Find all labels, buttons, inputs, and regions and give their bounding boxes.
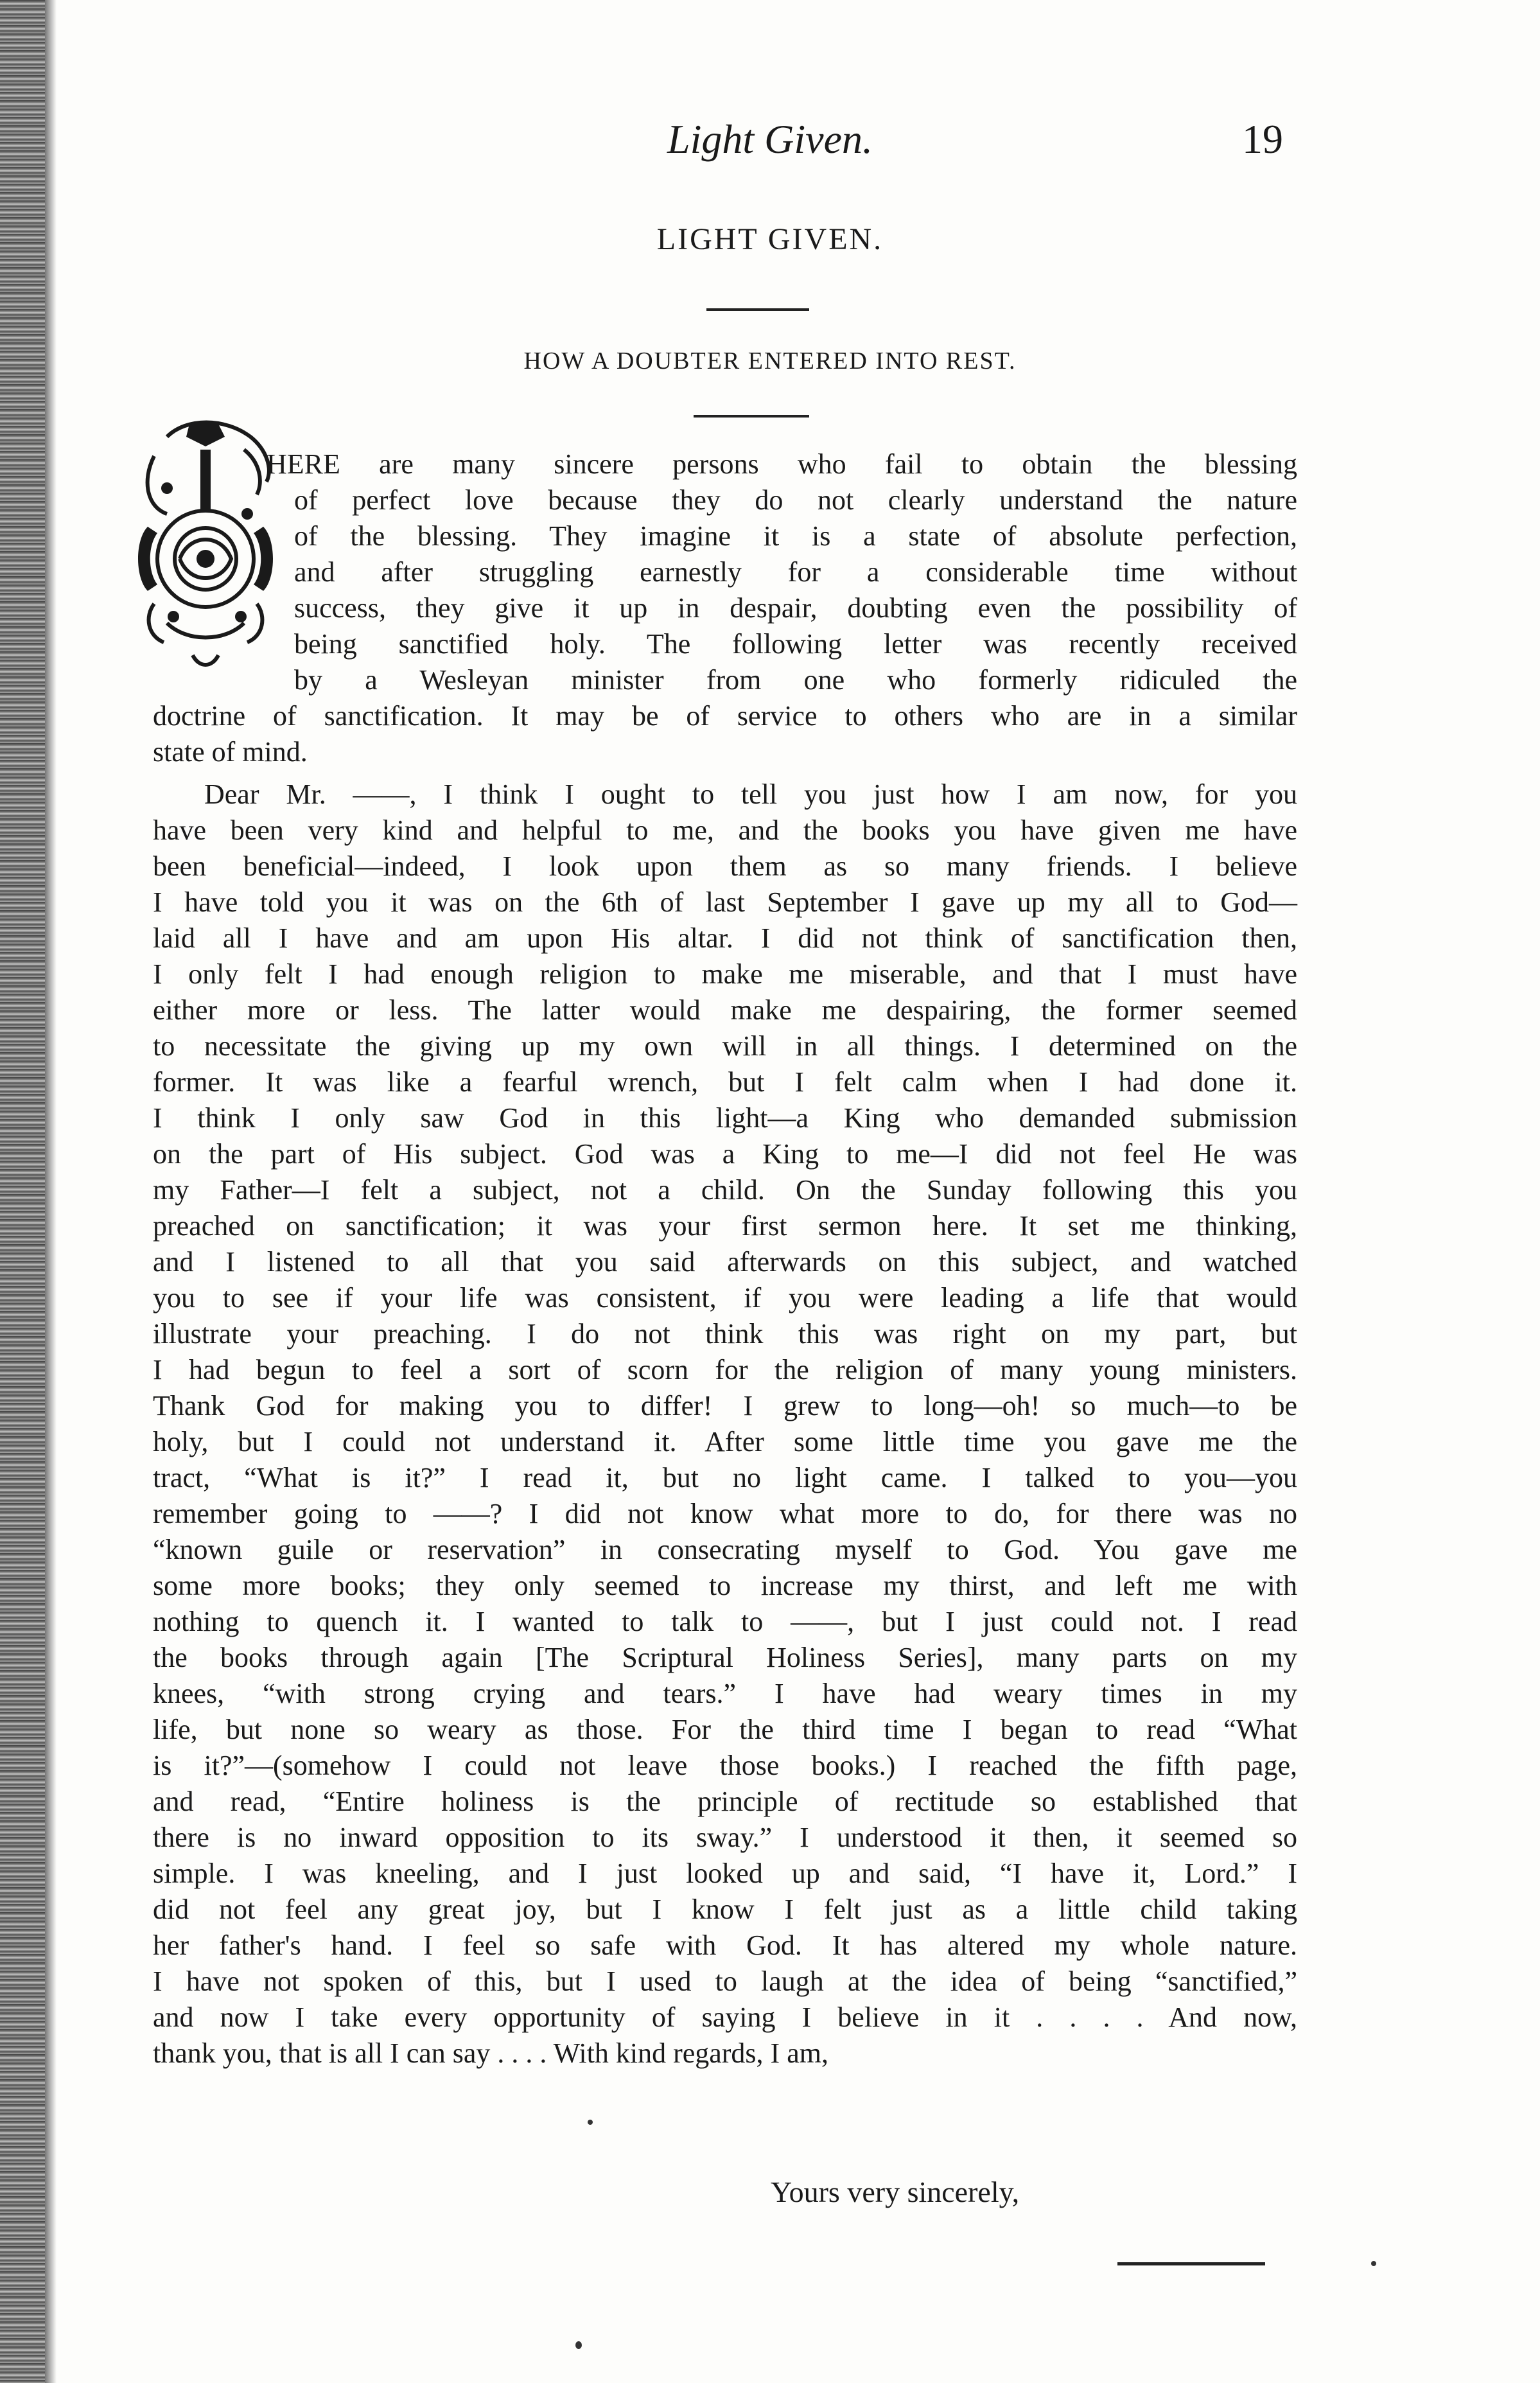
signature-rule	[1117, 2262, 1265, 2265]
letter-line: remember going to ——? I did not know what more to do, for there was no	[153, 1498, 1297, 1529]
letter-line: Dear Mr. ——, I think I ought to tell you just how I am now, for you	[204, 778, 1297, 810]
letter-line: tract, “What is it?” I read it, but no light came. I talked to you—you	[153, 1462, 1297, 1493]
page-number: 19	[1242, 116, 1283, 162]
letter-line: and now I take every opportunity of saying I believe in it . . . . And now,	[153, 2001, 1297, 2033]
letter-line: former. It was like a fearful wrench, but I felt calm when I had done it.	[153, 1066, 1297, 1098]
letter-line: Thank God for making you to differ! I grew to long—oh! so much—to be	[153, 1390, 1297, 1421]
letter-line: holy, but I could not understand it. After some little time you gave me the	[153, 1426, 1297, 1457]
letter-line: preached on sanctification; it was your first sermon here. It set me thinking,	[153, 1210, 1297, 1242]
ink-speck	[1371, 2261, 1376, 2266]
letter-line: to necessitate the giving up my own will in all things. I determined on the	[153, 1030, 1297, 1062]
text-line: HERE are many sincere persons who fail to obtain the blessing	[267, 448, 1297, 480]
text-line: success, they give it up in despair, doubting even the possibility of	[294, 592, 1297, 624]
letter-line: knees, “with strong crying and tears.” I have had weary times in my	[153, 1678, 1297, 1709]
letter-line: my Father—I felt a subject, not a child. On the Sunday following this you	[153, 1174, 1297, 1206]
text-line: doctrine of sanctification. It may be of service to others who are in a similar	[153, 700, 1297, 732]
letter-line: did not feel any great joy, but I know I felt just as a little child taking	[153, 1894, 1297, 1925]
letter-line: laid all I have and am upon His altar. I did not think of sanctification then,	[153, 922, 1297, 954]
letter-line: you to see if your life was consistent, if you were leading a life that would	[153, 1282, 1297, 1314]
text-line: and after struggling earnestly for a considerable time without	[294, 556, 1297, 588]
letter-line: is it?”—(somehow I could not leave those books.) I reached the fifth page,	[153, 1750, 1297, 1781]
running-title: Light Given.	[667, 116, 873, 162]
text-line: by a Wesleyan minister from one who formerly ridiculed the	[294, 664, 1297, 696]
letter-line: I have not spoken of this, but I used to laugh at the idea of being “sanctified,”	[153, 1965, 1297, 1997]
letter-line: nothing to quench it. I wanted to talk to ——, but I just could not. I read	[153, 1606, 1297, 1637]
letter-line: her father's hand. I feel so safe with God. It has altered my whole nature.	[153, 1930, 1297, 1961]
ink-speck	[575, 2341, 582, 2349]
text-line: of perfect love because they do not clearly understand the nature	[294, 484, 1297, 516]
letter-line: I only felt I had enough religion to make me miserable, and that I must have	[153, 958, 1297, 990]
letter-line: simple. I was kneeling, and I just looked up and said, “I have it, Lord.” I	[153, 1858, 1297, 1889]
letter-line: thank you, that is all I can say . . . . With kind regards, I am,	[153, 2037, 828, 2069]
letter-line: either more or less. The latter would make me despairing, the former seemed	[153, 994, 1297, 1026]
article-title: LIGHT GIVEN.	[656, 222, 884, 256]
letter-line: illustrate your preaching. I do not think this was right on my part, but	[153, 1318, 1297, 1350]
ink-speck	[588, 2120, 593, 2125]
letter-line: been beneficial—indeed, I look upon them as so many friends. I believe	[153, 850, 1297, 882]
letter-line: I have told you it was on the 6th of last September I gave up my all to God—	[153, 886, 1297, 918]
letter-line: I think I only saw God in this light—a King who demanded submission	[153, 1102, 1297, 1134]
letter-line: I had begun to feel a sort of scorn for the religion of many young ministers.	[153, 1354, 1297, 1385]
text-line: state of mind.	[153, 736, 308, 768]
letter-line: some more books; they only seemed to increase my thirst, and left me with	[153, 1570, 1297, 1601]
letter-line: and read, “Entire holiness is the principle of rectitude so established that	[153, 1786, 1297, 1817]
letter-line: the books through again [The Scriptural Holiness Series], many parts on my	[153, 1642, 1297, 1673]
letter-line: “known guile or reservation” in consecrating myself to God. You gave me	[153, 1534, 1297, 1565]
letter-line: there is no inward opposition to its sway.” I understood it then, it seemed so	[153, 1822, 1297, 1853]
letter-closing: Yours very sincerely,	[771, 2176, 1020, 2208]
letter-line: and I listened to all that you said afterwards on this subject, and watched	[153, 1246, 1297, 1278]
text-line: being sanctified holy. The following letter was recently received	[294, 628, 1297, 660]
letter-line: on the part of His subject. God was a King to me—I did not feel He was	[153, 1138, 1297, 1170]
letter-line: life, but none so weary as those. For the third time I began to read “What	[153, 1714, 1297, 1745]
letter-line: have been very kind and helpful to me, and the books you have given me have	[153, 814, 1297, 846]
article-subtitle: HOW A DOUBTER ENTERED INTO REST.	[523, 347, 1017, 374]
text-line: of the blessing. They imagine it is a state of absolute perfection,	[294, 520, 1297, 552]
